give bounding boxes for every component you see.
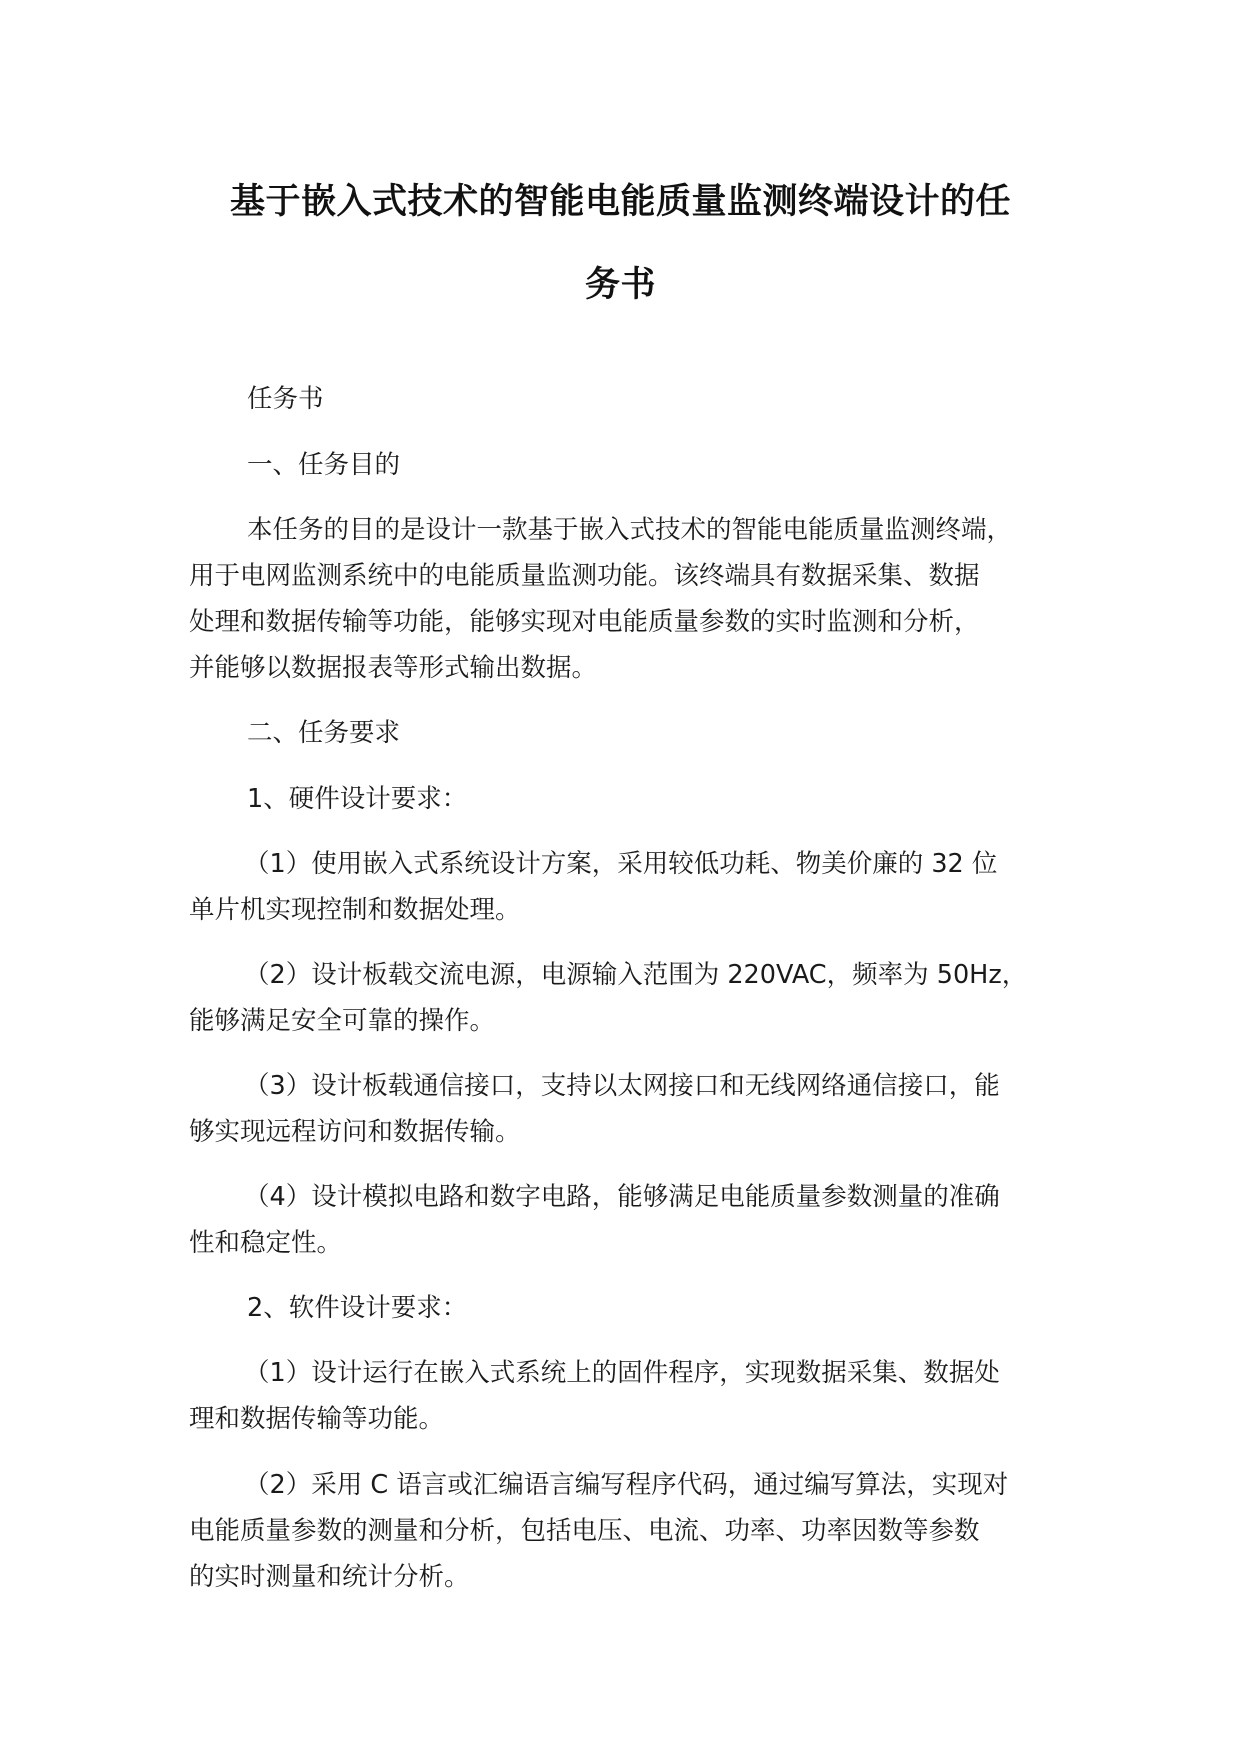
hardware-item-1-line: （1）使用嵌入式系统设计方案，采用较低功耗、物美价廉的 32 位 (244, 849, 998, 879)
task-book-heading: 任务书 (247, 384, 324, 414)
hardware-item-3-line: （3）设计板载通信接口，支持以太网接口和无线网络通信接口，能 (244, 1071, 1000, 1101)
software-item-2-line: （2）采用 C 语言或汇编语言编写程序代码，通过编写算法，实现对 (244, 1470, 1009, 1500)
hardware-item-1-line: 单片机实现控制和数据处理。 (189, 895, 521, 925)
section-1-heading: 一、任务目的 (247, 450, 401, 480)
hardware-heading: 1、硬件设计要求： (247, 784, 468, 814)
software-item-1-line: （1）设计运行在嵌入式系统上的固件程序，实现数据采集、数据处 (244, 1358, 1000, 1388)
hardware-item-4-line: 性和稳定性。 (189, 1228, 343, 1258)
section-1-paragraph-line: 用于电网监测系统中的电能质量监测功能。该终端具有数据采集、数据 (189, 561, 980, 591)
section-1-paragraph-line: 并能够以数据报表等形式输出数据。 (189, 653, 598, 683)
hardware-item-3-line: 够实现远程访问和数据传输。 (189, 1117, 521, 1147)
hardware-item-4-line: （4）设计模拟电路和数字电路，能够满足电能质量参数测量的准确 (244, 1182, 1000, 1212)
document-title-line-1: 基于嵌入式技术的智能电能质量监测终端设计的任 (229, 182, 1011, 222)
software-item-1-line: 理和数据传输等功能。 (189, 1404, 445, 1434)
section-1-paragraph-line: 处理和数据传输等功能，能够实现对电能质量参数的实时监测和分析， (189, 607, 980, 637)
document-title-line-2: 务书 (584, 265, 656, 305)
section-2-heading: 二、任务要求 (247, 718, 401, 748)
software-item-2-line: 的实时测量和统计分析。 (189, 1562, 470, 1592)
hardware-item-2-line: （2）设计板载交流电源，电源输入范围为 220VAC，频率为 50Hz， (244, 960, 1028, 990)
section-1-paragraph-line: 本任务的目的是设计一款基于嵌入式技术的智能电能质量监测终端， (247, 515, 1013, 545)
hardware-item-2-line: 能够满足安全可靠的操作。 (189, 1006, 496, 1036)
software-item-2-line: 电能质量参数的测量和分析，包括电压、电流、功率、功率因数等参数 (189, 1516, 980, 1546)
software-heading: 2、软件设计要求： (247, 1293, 468, 1323)
